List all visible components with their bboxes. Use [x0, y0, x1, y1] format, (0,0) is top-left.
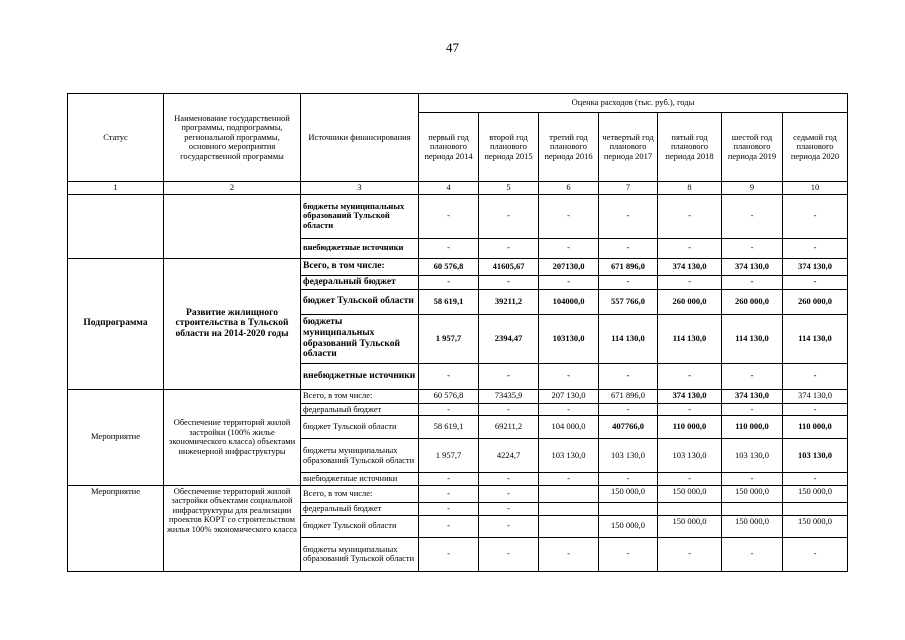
value-cell: -: [479, 363, 539, 389]
value-cell: 374 130,0: [658, 258, 722, 275]
value-cell: 374 130,0: [722, 389, 783, 403]
value-cell: -: [599, 473, 658, 486]
column-number: 3: [301, 182, 419, 195]
value-cell: -: [539, 275, 599, 289]
value-cell: -: [599, 537, 658, 571]
value-cell: 260 000,0: [658, 289, 722, 314]
value-cell: -: [722, 275, 783, 289]
name-cell: [164, 194, 301, 258]
column-number: 1: [68, 182, 164, 195]
column-number: 4: [419, 182, 479, 195]
value-cell: [783, 502, 848, 515]
value-cell: -: [783, 473, 848, 486]
source-cell: внебюджетные источники: [301, 473, 419, 486]
source-cell: бюджет Тульской области: [301, 289, 419, 314]
value-cell: -: [419, 537, 479, 571]
status-cell: Мероприятие: [68, 485, 164, 571]
value-cell: 103 130,0: [599, 439, 658, 473]
value-cell: 110 000,0: [722, 416, 783, 439]
value-cell: 671 896,0: [599, 389, 658, 403]
value-cell: [539, 485, 599, 502]
column-number: 7: [599, 182, 658, 195]
value-cell: [539, 515, 599, 537]
column-number: 2: [164, 182, 301, 195]
value-cell: 110 000,0: [658, 416, 722, 439]
value-cell: -: [479, 537, 539, 571]
value-cell: -: [722, 238, 783, 258]
value-cell: 207 130,0: [539, 389, 599, 403]
header-sources: Источники финансирования: [301, 94, 419, 182]
column-number: 6: [539, 182, 599, 195]
column-number: 5: [479, 182, 539, 195]
value-cell: 4224,7: [479, 439, 539, 473]
value-cell: -: [783, 363, 848, 389]
value-cell: -: [783, 194, 848, 238]
column-number: 9: [722, 182, 783, 195]
value-cell: -: [658, 403, 722, 416]
value-cell: 150 000,0: [722, 515, 783, 537]
value-cell: -: [419, 403, 479, 416]
value-cell: -: [599, 363, 658, 389]
value-cell: -: [479, 275, 539, 289]
column-number: 8: [658, 182, 722, 195]
value-cell: 150 000,0: [658, 515, 722, 537]
value-cell: 1 957,7: [419, 314, 479, 363]
value-cell: -: [479, 485, 539, 502]
value-cell: 671 896,0: [599, 258, 658, 275]
header-name: Наименование государственной программы, подпрограммы, региональной программы, основного мероприятия государственной программы: [164, 94, 301, 182]
value-cell: -: [539, 473, 599, 486]
table-row: [68, 258, 848, 275]
value-cell: 150 000,0: [599, 515, 658, 537]
value-cell: -: [479, 403, 539, 416]
name-cell: Развитие жилищного строительства в Тульской области на 2014-2020 годы: [164, 258, 301, 389]
value-cell: 60 576,8: [419, 389, 479, 403]
header-year: шестой год планового периода 2019: [722, 113, 783, 182]
value-cell: 207130,0: [539, 258, 599, 275]
status-cell: Мероприятие: [68, 389, 164, 485]
value-cell: 1 957,7: [419, 439, 479, 473]
value-cell: -: [722, 537, 783, 571]
value-cell: 374 130,0: [783, 389, 848, 403]
source-cell: федеральный бюджет: [301, 403, 419, 416]
value-cell: 114 130,0: [658, 314, 722, 363]
value-cell: 103 130,0: [722, 439, 783, 473]
expenditure-table: [67, 93, 848, 572]
value-cell: -: [539, 403, 599, 416]
value-cell: -: [658, 275, 722, 289]
header-status: Статус: [68, 94, 164, 182]
value-cell: 374 130,0: [658, 389, 722, 403]
value-cell: 58 619,1: [419, 416, 479, 439]
name-cell: Обеспечение территорий жилой застройки объектами социальной инфраструктуры для реализации проектов КОРТ со строительством жилья 100% экономического класса: [164, 485, 301, 571]
value-cell: [722, 502, 783, 515]
value-cell: 150 000,0: [783, 485, 848, 502]
value-cell: 2394,47: [479, 314, 539, 363]
value-cell: -: [419, 473, 479, 486]
header-row-1: [68, 94, 848, 113]
source-cell: бюджеты муниципальных образований Тульской области: [301, 537, 419, 571]
source-cell: внебюджетные источники: [301, 363, 419, 389]
value-cell: [539, 502, 599, 515]
value-cell: 407766,0: [599, 416, 658, 439]
value-cell: -: [658, 238, 722, 258]
value-cell: -: [599, 194, 658, 238]
value-cell: 104 000,0: [539, 416, 599, 439]
column-number: 10: [783, 182, 848, 195]
value-cell: 110 000,0: [783, 416, 848, 439]
source-cell: бюджет Тульской области: [301, 416, 419, 439]
value-cell: -: [479, 238, 539, 258]
header-year: второй год планового периода 2015: [479, 113, 539, 182]
source-cell: бюджеты муниципальных образований Тульской области: [301, 314, 419, 363]
value-cell: 114 130,0: [722, 314, 783, 363]
value-cell: 41605,67: [479, 258, 539, 275]
value-cell: 260 000,0: [783, 289, 848, 314]
header-year: третий год планового периода 2016: [539, 113, 599, 182]
column-numbers-row: [68, 182, 848, 195]
value-cell: 60 576,8: [419, 258, 479, 275]
value-cell: 104000,0: [539, 289, 599, 314]
value-cell: -: [599, 275, 658, 289]
source-cell: бюджеты муниципальных образований Тульской области: [301, 194, 419, 238]
page-number: 47: [446, 40, 459, 55]
value-cell: -: [722, 363, 783, 389]
source-cell: федеральный бюджет: [301, 275, 419, 289]
value-cell: -: [658, 363, 722, 389]
value-cell: -: [419, 194, 479, 238]
value-cell: 374 130,0: [783, 258, 848, 275]
value-cell: -: [539, 363, 599, 389]
value-cell: -: [783, 275, 848, 289]
header-estimate: Оценка расходов (тыс. руб.), годы: [419, 94, 848, 113]
source-cell: внебюджетные источники: [301, 238, 419, 258]
value-cell: -: [539, 238, 599, 258]
value-cell: -: [722, 473, 783, 486]
value-cell: [599, 502, 658, 515]
value-cell: 103 130,0: [539, 439, 599, 473]
value-cell: 103 130,0: [783, 439, 848, 473]
source-cell: бюджеты муниципальных образований Тульской области: [301, 439, 419, 473]
value-cell: -: [722, 403, 783, 416]
value-cell: -: [599, 238, 658, 258]
source-cell: федеральный бюджет: [301, 502, 419, 515]
value-cell: -: [658, 473, 722, 486]
value-cell: -: [419, 515, 479, 537]
header-year: первый год планового периода 2014: [419, 113, 479, 182]
value-cell: 150 000,0: [658, 485, 722, 502]
header-year: седьмой год планового периода 2020: [783, 113, 848, 182]
header-year: четвертый год планового периода 2017: [599, 113, 658, 182]
value-cell: 150 000,0: [722, 485, 783, 502]
value-cell: -: [658, 537, 722, 571]
value-cell: -: [783, 403, 848, 416]
value-cell: -: [419, 363, 479, 389]
value-cell: [658, 502, 722, 515]
value-cell: 73435,9: [479, 389, 539, 403]
value-cell: 39211,2: [479, 289, 539, 314]
value-cell: 557 766,0: [599, 289, 658, 314]
table-row: [68, 194, 848, 238]
source-cell: Всего, в том числе:: [301, 485, 419, 502]
source-cell: Всего, в том числе:: [301, 389, 419, 403]
value-cell: -: [419, 502, 479, 515]
source-cell: бюджет Тульской области: [301, 515, 419, 537]
value-cell: -: [419, 238, 479, 258]
value-cell: -: [479, 473, 539, 486]
value-cell: 69211,2: [479, 416, 539, 439]
value-cell: 260 000,0: [722, 289, 783, 314]
value-cell: -: [479, 194, 539, 238]
value-cell: -: [658, 194, 722, 238]
value-cell: 150 000,0: [599, 485, 658, 502]
value-cell: -: [722, 194, 783, 238]
status-cell: Подпрограмма: [68, 258, 164, 389]
value-cell: 103 130,0: [658, 439, 722, 473]
value-cell: -: [599, 403, 658, 416]
value-cell: -: [539, 537, 599, 571]
value-cell: -: [539, 194, 599, 238]
value-cell: -: [479, 515, 539, 537]
value-cell: 114 130,0: [599, 314, 658, 363]
value-cell: -: [419, 485, 479, 502]
value-cell: -: [479, 502, 539, 515]
table-row: [68, 389, 848, 403]
value-cell: 114 130,0: [783, 314, 848, 363]
status-cell: [68, 194, 164, 258]
value-cell: 58 619,1: [419, 289, 479, 314]
value-cell: 374 130,0: [722, 258, 783, 275]
value-cell: -: [419, 275, 479, 289]
table-row: [68, 485, 848, 502]
value-cell: 103130,0: [539, 314, 599, 363]
value-cell: -: [783, 537, 848, 571]
header-year: пятый год планового периода 2018: [658, 113, 722, 182]
value-cell: -: [783, 238, 848, 258]
name-cell: Обеспечение территорий жилой застройки (100% жилье экономического класса) объектами инженерной инфраструктуры: [164, 389, 301, 485]
value-cell: 150 000,0: [783, 515, 848, 537]
source-cell: Всего, в том числе:: [301, 258, 419, 275]
